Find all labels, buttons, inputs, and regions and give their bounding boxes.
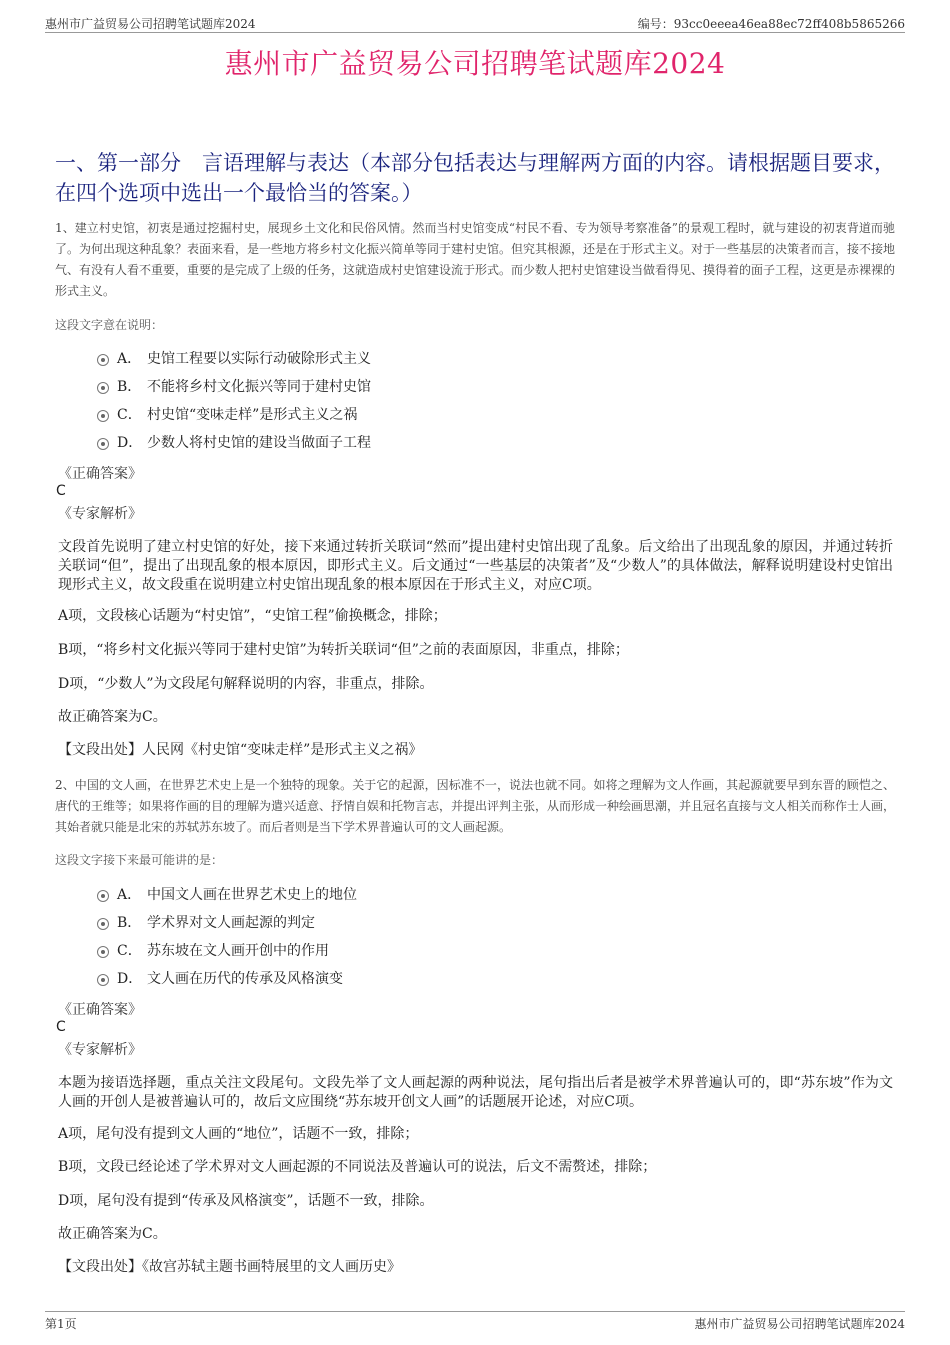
radio-icon[interactable] <box>97 438 109 450</box>
answer-label: 《正确答案》 <box>58 1002 142 1018</box>
option-letter: A． <box>117 887 142 903</box>
analysis-paragraph: D项，尾句没有提到“传承及风格演变”，话题不一致，排除。 <box>58 1193 434 1209</box>
answer-value: C <box>56 1019 66 1035</box>
option-letter: D． <box>117 971 143 987</box>
option-letter: B． <box>117 915 142 931</box>
option-text: 苏东坡在文人画开创中的作用 <box>147 943 329 959</box>
option-letter: C． <box>117 943 142 959</box>
option-text: 不能将乡村文化振兴等同于建村史馆 <box>147 379 371 395</box>
question-1-prompt: 这段文字意在说明： <box>55 318 164 332</box>
option-letter: A． <box>117 351 142 367</box>
footer-title: 惠州市广益贸易公司招聘笔试题库2024 <box>694 1317 905 1331</box>
option-text: 史馆工程要以实际行动破除形式主义 <box>147 351 371 367</box>
option-b[interactable] <box>95 373 595 401</box>
page-title: 惠州市广益贸易公司招聘笔试题库2024 <box>224 47 726 80</box>
page-header <box>45 14 905 33</box>
radio-icon[interactable] <box>97 946 109 958</box>
answer-label: 《正确答案》 <box>58 466 142 482</box>
header-doc-number: 编号：93cc0eeea46ea88ec72ff408b5865266 <box>637 17 905 31</box>
radio-icon[interactable] <box>97 918 109 930</box>
analysis-label: 《专家解析》 <box>58 506 142 522</box>
radio-icon[interactable] <box>97 974 109 986</box>
option-text: 村史馆“变味走样”是形式主义之祸 <box>147 407 358 423</box>
analysis-paragraph: 本题为接语选择题，重点关注文段尾句。文段先举了文人画起源的两种说法，尾句指出后者是被学术界普遍认可的，即“苏东坡”作为文人画的开创人是被普遍认可的，故后文应围绕“苏东坡开创文人画”的话题展开论述，对应C项。 <box>58 1075 893 1110</box>
question-2-prompt: 这段文字接下来最可能讲的是： <box>55 853 224 867</box>
option-letter: D． <box>117 435 143 451</box>
analysis-label: 《专家解析》 <box>58 1042 142 1058</box>
section-title: 一、第一部分 言语理解与表达（本部分包括表达与理解两方面的内容。请根据题目要求，在四个选项中选出一个最恰当的答案。） <box>55 151 895 205</box>
source-citation: 【文段出处】人民网《村史馆“变味走样”是形式主义之祸》 <box>58 742 423 758</box>
analysis-paragraph: 故正确答案为C。 <box>58 1226 167 1242</box>
radio-icon[interactable] <box>97 382 109 394</box>
option-text: 少数人将村史馆的建设当做面子工程 <box>147 435 371 451</box>
analysis-paragraph: B项，文段已经论述了学术界对文人画起源的不同说法及普遍认可的说法，后文不需赘述，排除； <box>58 1159 657 1175</box>
question-1-options <box>95 345 595 457</box>
option-letter: B． <box>117 379 142 395</box>
option-a[interactable] <box>95 345 595 373</box>
analysis-paragraph: 故正确答案为C。 <box>58 709 167 725</box>
page-number: 第1页 <box>45 1317 77 1331</box>
radio-icon[interactable] <box>97 890 109 902</box>
option-text: 中国文人画在世界艺术史上的地位 <box>147 887 357 903</box>
option-letter: C． <box>117 407 142 423</box>
source-citation: 【文段出处】《故宫苏轼主题书画特展里的文人画历史》 <box>58 1259 401 1275</box>
question-1-stem: 1、建立村史馆，初衷是通过挖掘村史，展现乡土文化和民俗风情。然而当村史馆变成“村民不看、专为领导考察准备”的景观工程时，就与建设的初衷背道而驰了。为何出现这种乱象？表面来看，是一些地方将乡村文化振兴简单等同于建村史馆。但究其根源，还是在于形式主义。对于一些基层的决策者而言，接不接地气、有没有人看不重要，重要的是完成了上级的任务，这就造成村史馆建设流于形式。而少数人把村史馆建设当做看得见、摸得着的面子工程，这更是赤裸裸的形式主义。 <box>55 221 896 298</box>
analysis-paragraph: A项，尾句没有提到文人画的“地位”，话题不一致，排除； <box>58 1126 419 1142</box>
question-2-options <box>95 881 595 993</box>
option-text: 学术界对文人画起源的判定 <box>147 915 315 931</box>
option-a[interactable] <box>95 881 595 909</box>
question-2-stem: 2、中国的文人画，在世界艺术史上是一个独特的现象。关于它的起源，因标准不一，说法也就不同。如将之理解为文人作画，其起源就要早到东晋的顾恺之、唐代的王维等；如果将作画的目的理解为遣兴适意、抒情自娱和托物言志，并提出评判主张，从而形成一种绘画思潮，并且冠名直接与文人相关而称作士人画，其始者就只能是北宋的苏轼苏东坡了。而后者则是当下学术界普遍认可的文人画起源。 <box>55 778 896 834</box>
option-c[interactable] <box>95 937 595 965</box>
analysis-paragraph: D项，“少数人”为文段尾句解释说明的内容，非重点，排除。 <box>58 676 434 692</box>
option-b[interactable] <box>95 909 595 937</box>
analysis-paragraph: A项，文段核心话题为“村史馆”，“史馆工程”偷换概念，排除； <box>58 608 447 624</box>
option-c[interactable] <box>95 401 595 429</box>
analysis-paragraph: B项，“将乡村文化振兴等同于建村史馆”为转折关联词“但”之前的表面原因，非重点，排除； <box>58 642 629 658</box>
option-d[interactable] <box>95 429 595 457</box>
option-d[interactable] <box>95 965 595 993</box>
radio-icon[interactable] <box>97 354 109 366</box>
option-text: 文人画在历代的传承及风格演变 <box>147 971 343 987</box>
page-footer <box>45 1311 905 1332</box>
header-left-title: 惠州市广益贸易公司招聘笔试题库2024 <box>45 17 256 31</box>
analysis-paragraph: 文段首先说明了建立村史馆的好处，接下来通过转折关联词“然而”提出建村史馆出现了乱象。后文给出了出现乱象的原因，并通过转折关联词“但”，提出了出现乱象的根本原因，即形式主义。后文通过“一些基层的决策者”及“少数人”的具体做法，解释说明建设村史馆出现形式主义，故文段重在说明建立村史馆出现乱象的根本原因在于形式主义，对应C项。 <box>58 539 893 593</box>
radio-icon[interactable] <box>97 410 109 422</box>
answer-value: C <box>56 483 66 499</box>
